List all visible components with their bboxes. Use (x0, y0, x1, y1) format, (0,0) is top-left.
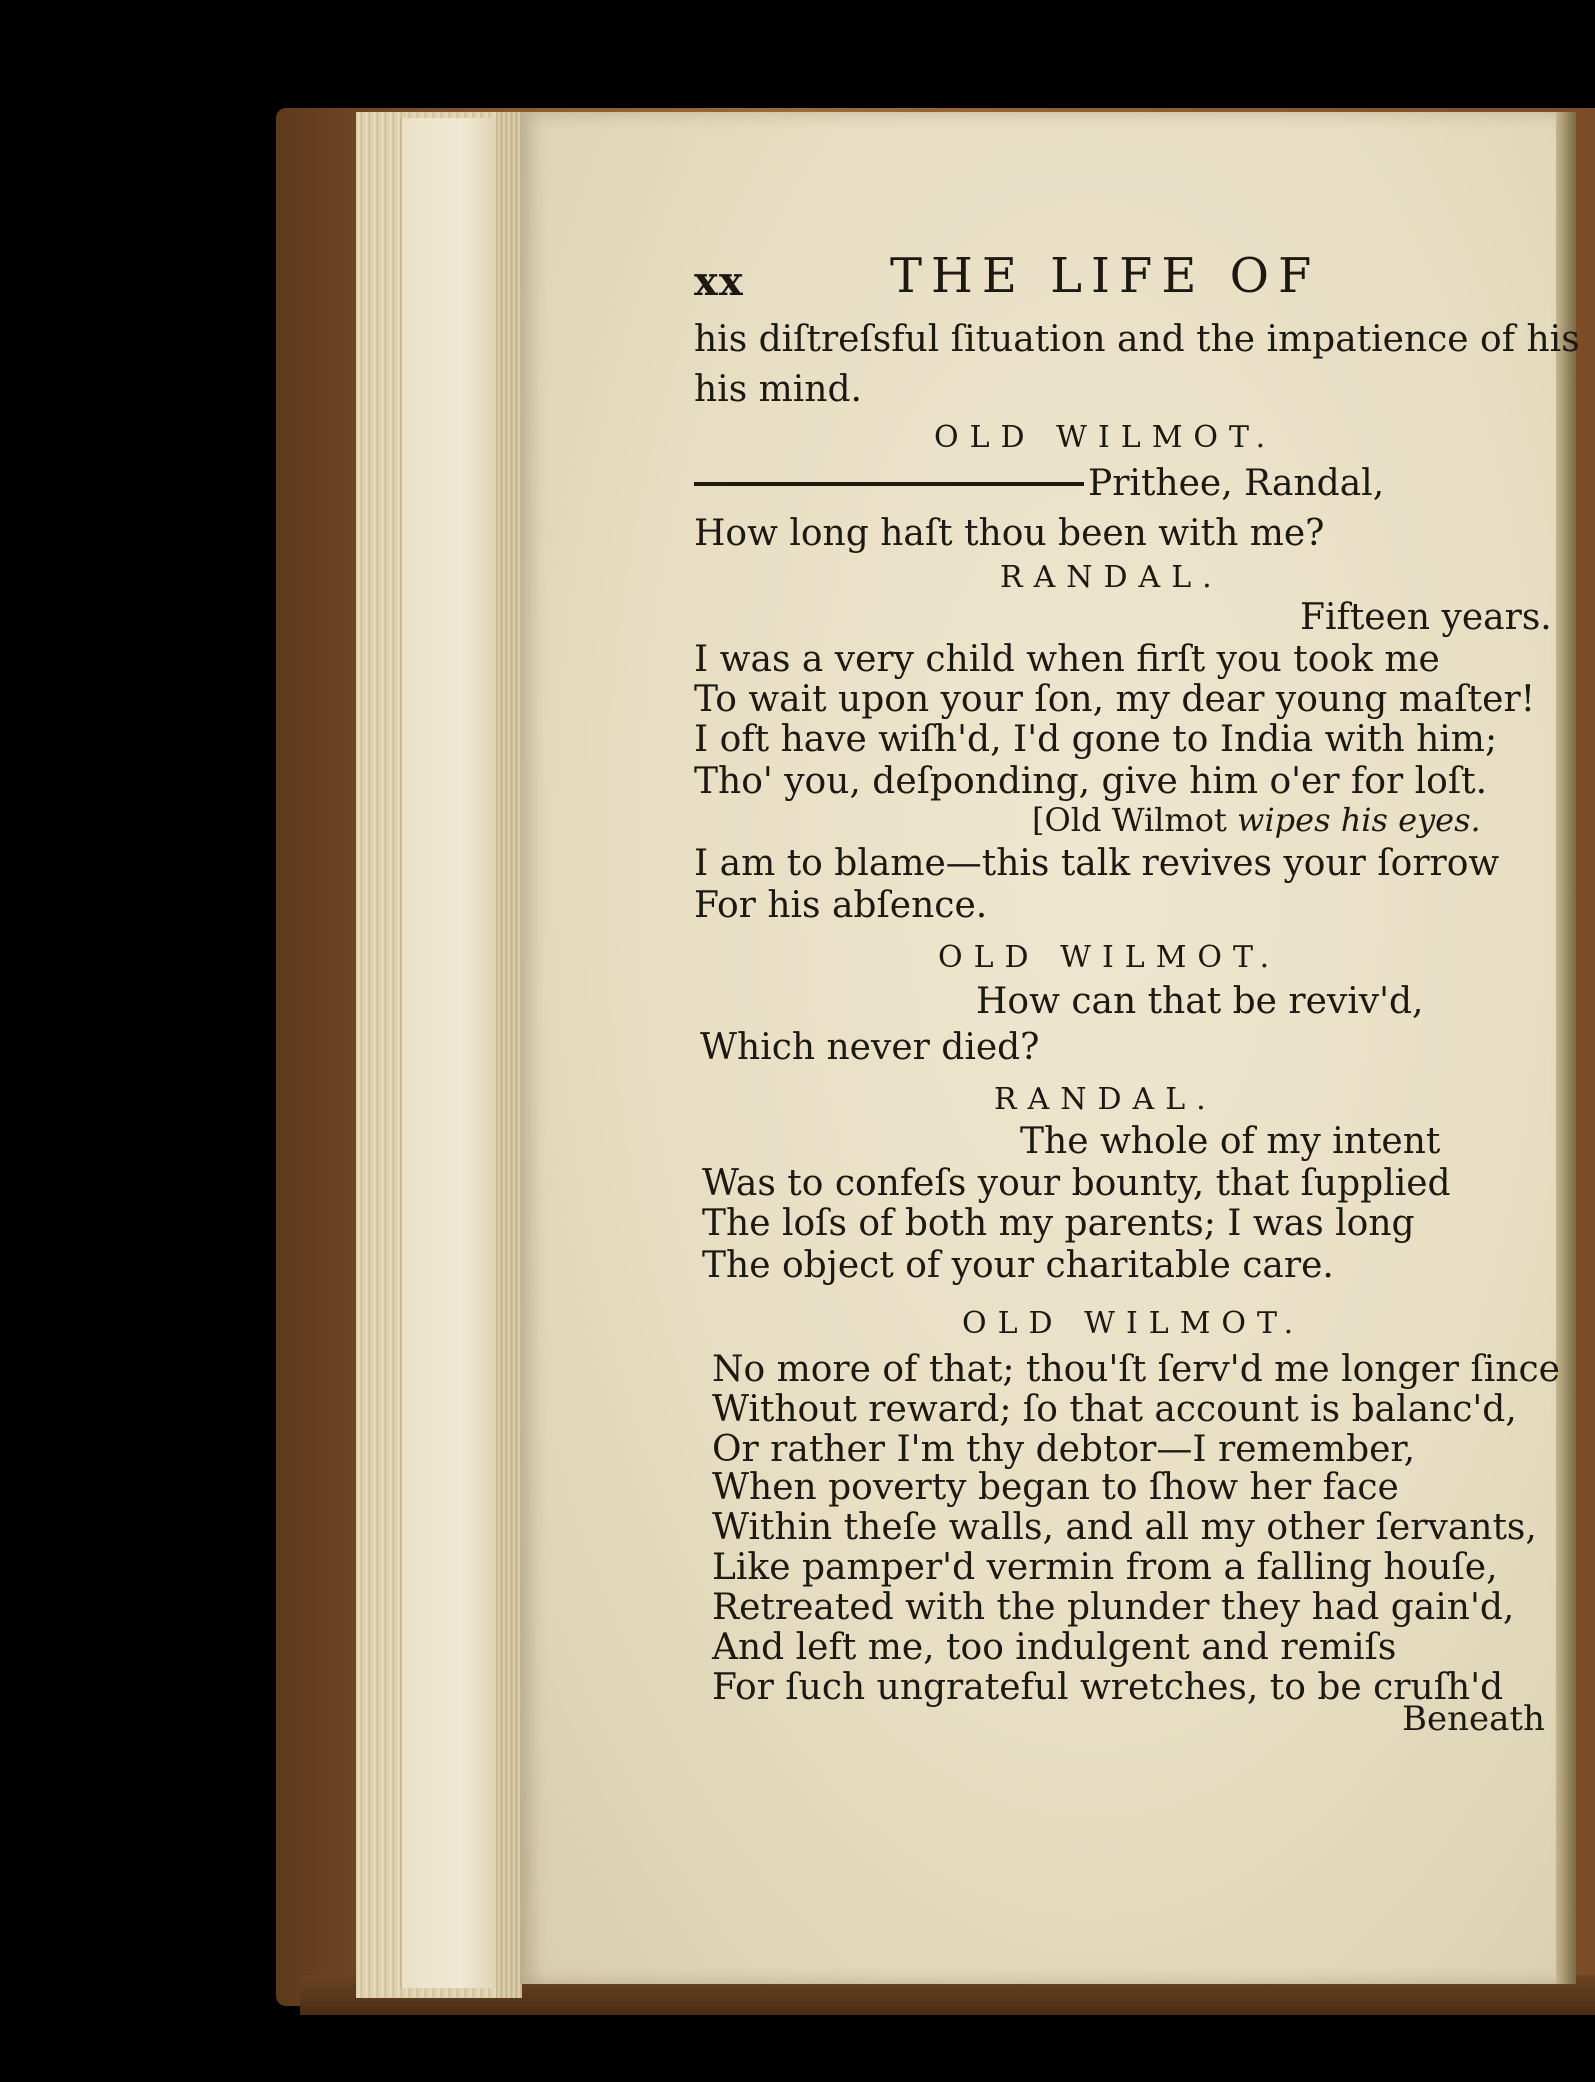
text-line: For his abſence. (694, 885, 988, 926)
text-line: Prithee, Randal, (1088, 463, 1385, 504)
text-line: Retreated with the plunder they had gain'd, (712, 1587, 1515, 1628)
page-right-edge (1556, 112, 1576, 1984)
text-line: When poverty began to ſhow her face (712, 1467, 1399, 1508)
speaker-heading: RANDAL. (994, 1082, 1217, 1117)
running-head: THE LIFE OF (890, 248, 1321, 304)
stage-direction (1032, 801, 1481, 839)
speaker-heading: OLD WILMOT. (934, 420, 1277, 455)
text-line: The whole of my intent (1020, 1121, 1441, 1162)
text-line: Tho' you, deſponding, give him o'er for loſt. (694, 761, 1488, 802)
left-flyleaf (400, 118, 502, 1988)
speaker-heading: RANDAL. (1000, 560, 1223, 595)
text-line: No more of that; thou'ſt ſerv'd me longer ſince (712, 1349, 1560, 1390)
text-line: I am to blame—this talk revives your ſorrow (694, 843, 1500, 884)
text-line: How long haſt thou been with me? (694, 513, 1325, 554)
text-line: And left me, too indulgent and remiſs (712, 1627, 1397, 1668)
text-line: Like pamper'd vermin from a falling houſe, (712, 1547, 1498, 1588)
text-line: his diſtreſsful ſituation and the impatience of his (694, 319, 1580, 360)
dash-rule (694, 482, 1084, 486)
catchword: Beneath (1402, 1699, 1545, 1739)
speaker-heading: OLD WILMOT. (938, 940, 1281, 975)
gutter (496, 112, 522, 1998)
text-line: The loſs of both my parents; I was long (702, 1203, 1415, 1244)
text-line: Within theſe walls, and all my other ſervants, (712, 1507, 1537, 1548)
stage-direction-action: wipes his eyes. (1237, 801, 1481, 839)
text-line: I was a very child when firſt you took me (694, 639, 1440, 680)
page-number: xx (694, 258, 744, 305)
text-line: To wait upon your ſon, my dear young maſter! (694, 679, 1536, 720)
stage-direction-character: [Old Wilmot (1032, 801, 1227, 839)
text-line: his mind. (694, 369, 862, 410)
text-line: Or rather I'm thy debtor—I remember, (712, 1429, 1416, 1470)
text-line: Without reward; ſo that account is balanc'd, (712, 1389, 1517, 1430)
text-line: I oft have wiſh'd, I'd gone to India with him; (694, 719, 1498, 760)
text-line: For ſuch ungrateful wretches, to be cruſh'd (712, 1667, 1504, 1708)
text-line: The object of your charitable care. (702, 1245, 1334, 1286)
text-line: Which never died? (700, 1027, 1040, 1068)
text-line: Fifteen years. (1300, 597, 1552, 638)
speaker-heading: OLD WILMOT. (962, 1306, 1305, 1341)
text-line: How can that be reviv'd, (976, 981, 1424, 1022)
text-line: Was to confeſs your bounty, that ſupplied (702, 1163, 1451, 1204)
